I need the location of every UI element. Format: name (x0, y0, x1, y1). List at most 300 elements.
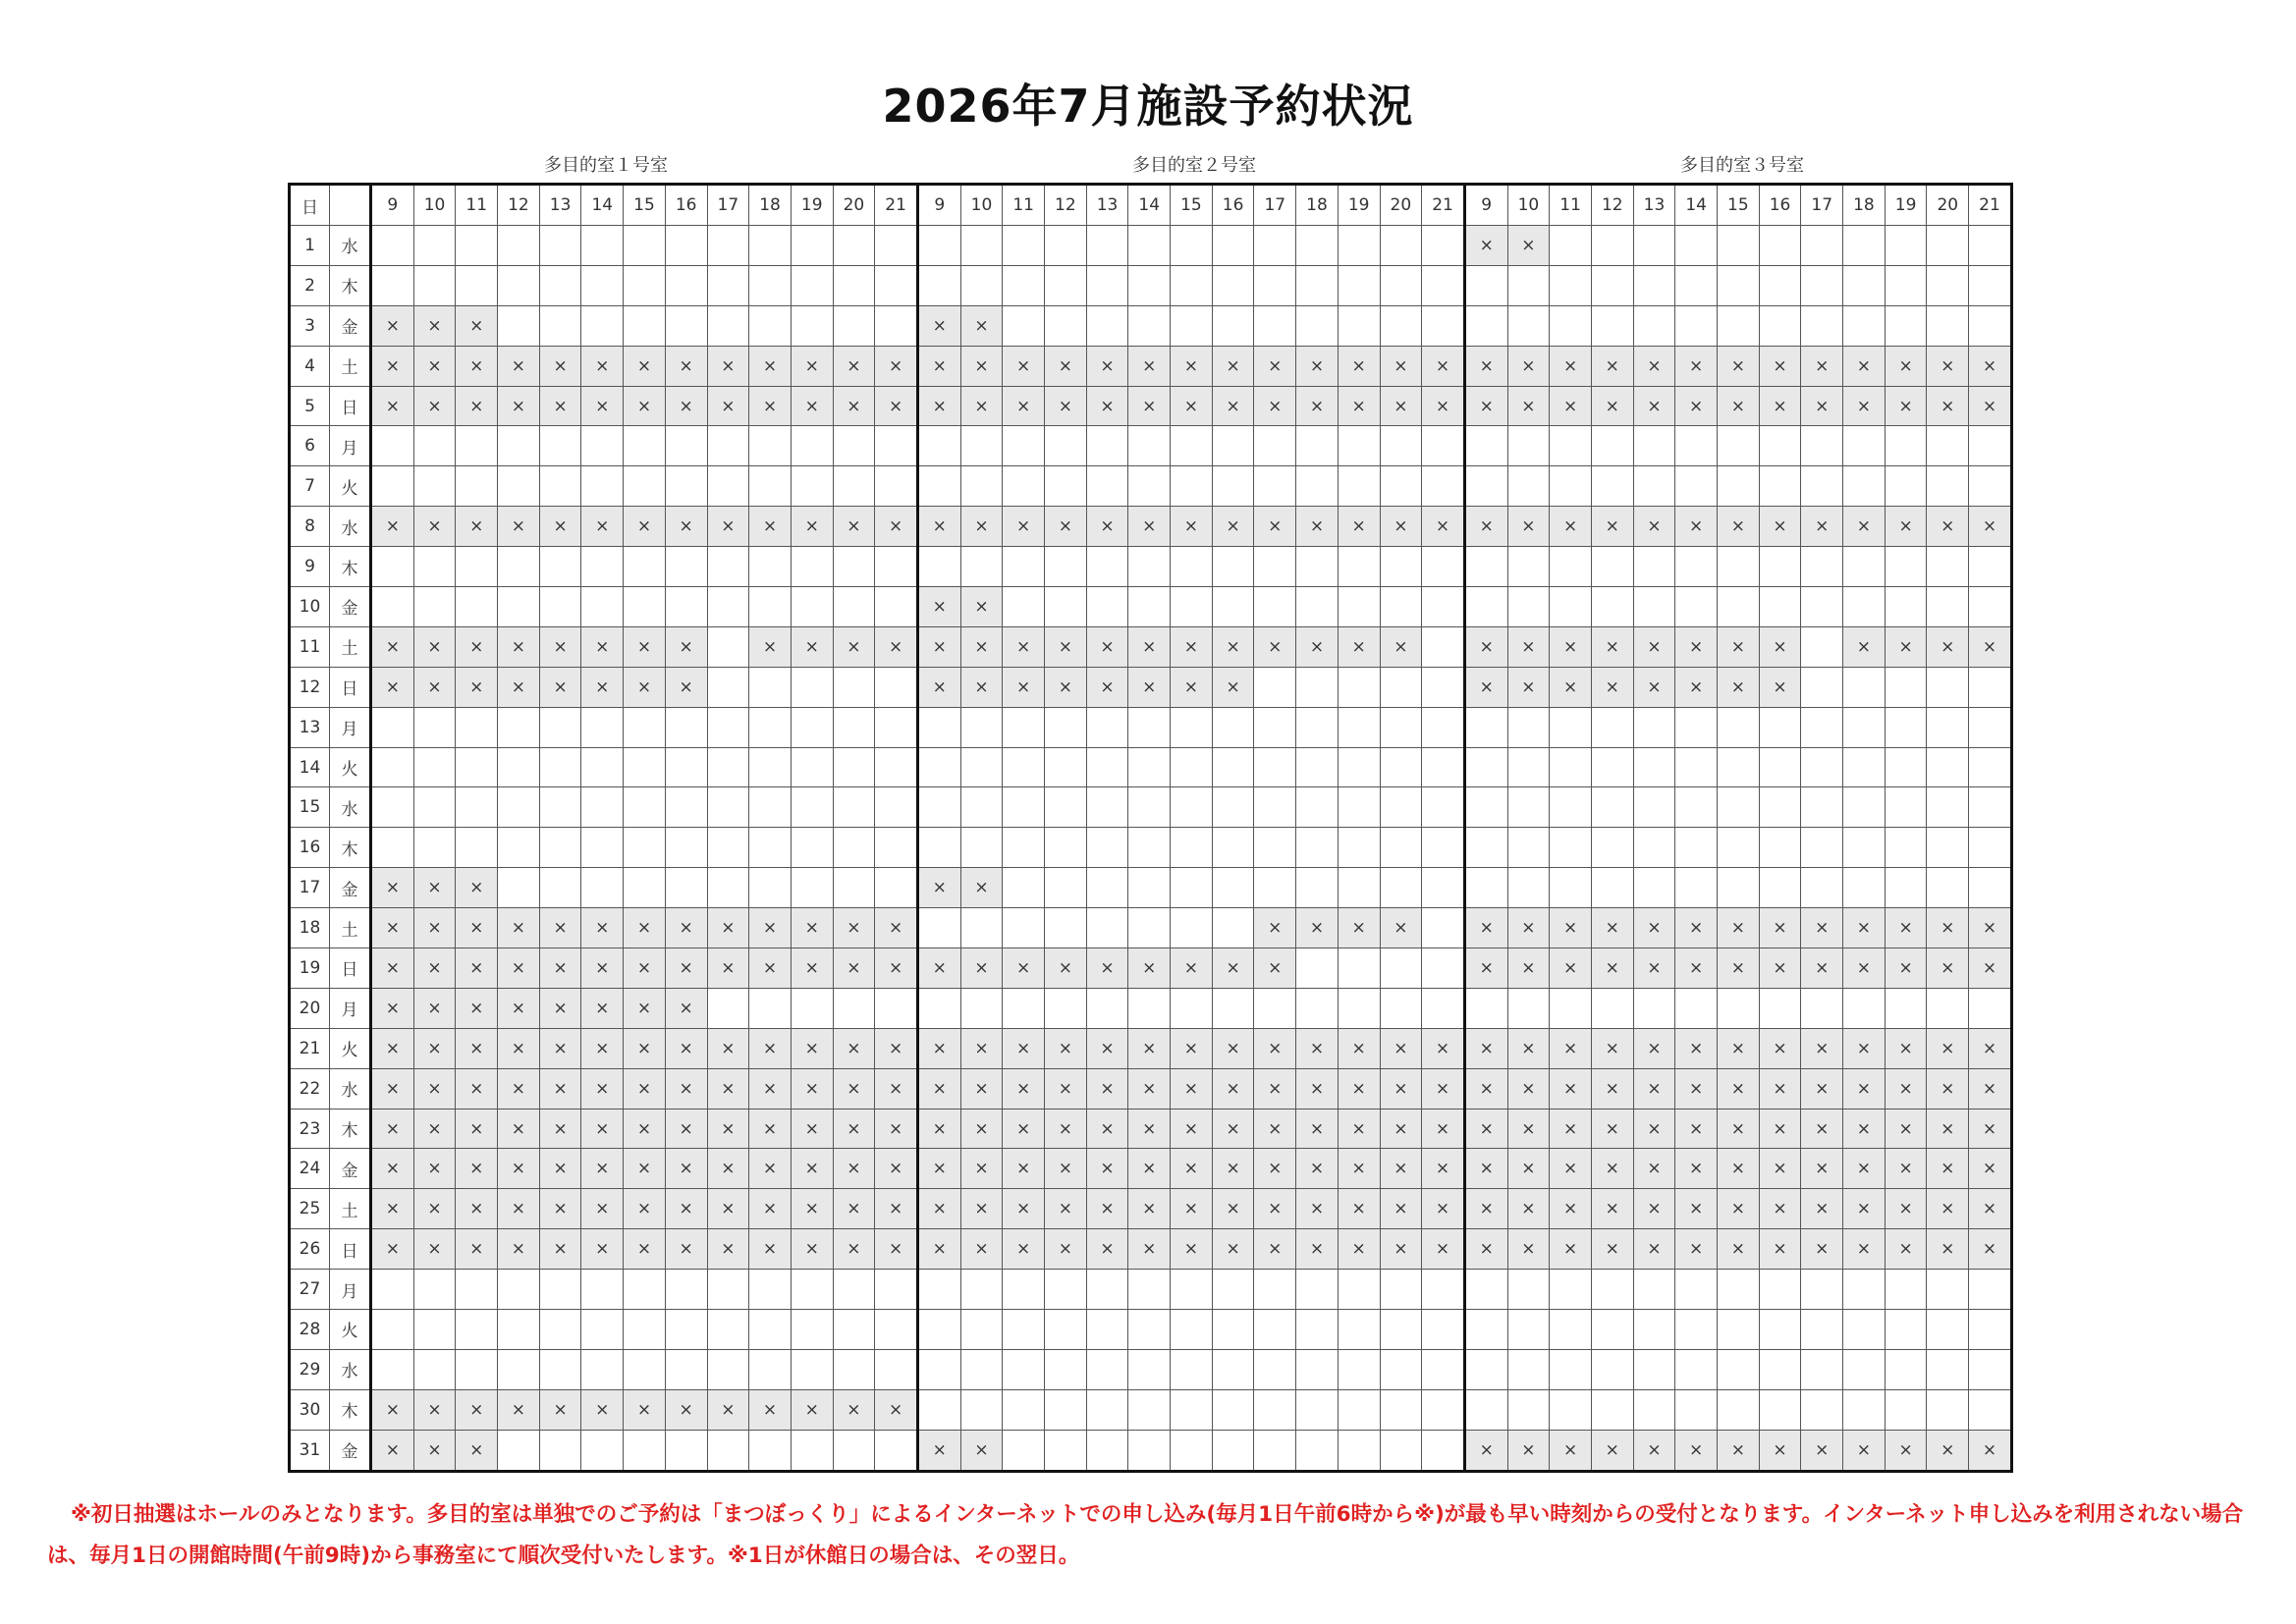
available-cell (707, 466, 749, 507)
booked-cell: × (1464, 908, 1507, 948)
available-cell (665, 547, 707, 587)
booked-cell: × (498, 507, 540, 547)
booked-cell: × (498, 948, 540, 989)
available-cell (1675, 1389, 1718, 1430)
booked-cell: × (875, 1068, 918, 1109)
booked-cell: × (665, 1229, 707, 1270)
booked-cell: × (1003, 626, 1045, 667)
table-row (290, 466, 2012, 507)
hour-header: 10 (960, 185, 1003, 226)
day-number: 25 (290, 1189, 330, 1229)
booked-cell: × (1254, 1189, 1296, 1229)
available-cell (624, 1310, 666, 1350)
booked-cell: × (917, 1068, 960, 1109)
available-cell (1003, 707, 1045, 747)
available-cell (1759, 868, 1801, 908)
available-cell (1296, 1270, 1339, 1310)
day-number: 8 (290, 507, 330, 547)
booked-cell: × (707, 1109, 749, 1149)
available-cell (498, 305, 540, 346)
booked-cell: × (1550, 908, 1592, 948)
booked-cell: × (1718, 507, 1760, 547)
weekday-label: 木 (330, 1389, 371, 1430)
available-cell (1927, 226, 1969, 266)
booked-cell: × (960, 587, 1003, 627)
booked-cell: × (1380, 908, 1422, 948)
available-cell (1380, 988, 1422, 1028)
available-cell (498, 828, 540, 868)
available-cell (1296, 1310, 1339, 1350)
available-cell (1254, 988, 1296, 1028)
booked-cell: × (1801, 908, 1843, 948)
available-cell (749, 1349, 792, 1389)
available-cell (665, 787, 707, 828)
booked-cell: × (833, 386, 875, 426)
available-cell (1718, 587, 1760, 627)
available-cell (960, 426, 1003, 466)
available-cell (1885, 868, 1927, 908)
table-row (290, 787, 2012, 828)
available-cell (1591, 868, 1633, 908)
booked-cell: × (917, 667, 960, 707)
available-cell (791, 466, 833, 507)
available-cell (1171, 305, 1213, 346)
booked-cell: × (960, 1149, 1003, 1189)
hour-header: 18 (749, 185, 792, 226)
available-cell (539, 547, 581, 587)
booked-cell: × (1212, 1068, 1254, 1109)
available-cell (1675, 587, 1718, 627)
available-cell (498, 747, 540, 787)
available-cell (624, 1430, 666, 1471)
booked-cell: × (1045, 948, 1087, 989)
available-cell (1464, 868, 1507, 908)
hour-header: 12 (1591, 185, 1633, 226)
weekday-label: 火 (330, 466, 371, 507)
available-cell (1675, 868, 1718, 908)
available-cell (960, 226, 1003, 266)
booked-cell: × (539, 1109, 581, 1149)
available-cell (581, 426, 624, 466)
available-cell (1338, 1430, 1380, 1471)
available-cell (1550, 547, 1592, 587)
available-cell (1212, 707, 1254, 747)
booked-cell: × (1296, 507, 1339, 547)
booked-cell: × (1550, 1189, 1592, 1229)
booked-cell: × (413, 1229, 456, 1270)
available-cell (1507, 988, 1550, 1028)
available-cell (875, 747, 918, 787)
day-number: 10 (290, 587, 330, 627)
available-cell (791, 226, 833, 266)
booked-cell: × (665, 1389, 707, 1430)
available-cell (581, 587, 624, 627)
available-cell (498, 707, 540, 747)
available-cell (1675, 1349, 1718, 1389)
available-cell (498, 226, 540, 266)
booked-cell: × (624, 386, 666, 426)
available-cell (1212, 226, 1254, 266)
available-cell (1045, 1430, 1087, 1471)
booked-cell: × (1969, 1430, 2012, 1471)
available-cell (1338, 1349, 1380, 1389)
booked-cell: × (581, 1068, 624, 1109)
available-cell (1128, 828, 1171, 868)
booked-cell: × (498, 346, 540, 386)
available-cell (1171, 1430, 1213, 1471)
booked-cell: × (1885, 1430, 1927, 1471)
available-cell (749, 787, 792, 828)
available-cell (1254, 667, 1296, 707)
booked-cell: × (1380, 1068, 1422, 1109)
available-cell (1171, 908, 1213, 948)
available-cell (1759, 828, 1801, 868)
available-cell (1338, 1270, 1380, 1310)
available-cell (1338, 707, 1380, 747)
booked-cell: × (707, 386, 749, 426)
available-cell (1338, 667, 1380, 707)
booked-cell: × (1718, 346, 1760, 386)
available-cell (1003, 1349, 1045, 1389)
hour-header: 17 (707, 185, 749, 226)
booked-cell: × (371, 988, 414, 1028)
available-cell (413, 466, 456, 507)
available-cell (1464, 305, 1507, 346)
available-cell (1801, 747, 1843, 787)
booked-cell: × (1591, 1229, 1633, 1270)
available-cell (498, 547, 540, 587)
booked-cell: × (1338, 507, 1380, 547)
booked-cell: × (1759, 1109, 1801, 1149)
available-cell (833, 466, 875, 507)
booked-cell: × (1675, 1189, 1718, 1229)
available-cell (456, 1270, 498, 1310)
booked-cell: × (539, 1189, 581, 1229)
day-number: 28 (290, 1310, 330, 1350)
booked-cell: × (1212, 667, 1254, 707)
available-cell (371, 547, 414, 587)
booked-cell: × (456, 988, 498, 1028)
booked-cell: × (875, 1229, 918, 1270)
available-cell (1422, 707, 1465, 747)
available-cell (1128, 305, 1171, 346)
available-cell (371, 707, 414, 747)
available-cell (960, 547, 1003, 587)
table-row (290, 948, 2012, 989)
available-cell (624, 828, 666, 868)
available-cell (1380, 868, 1422, 908)
available-cell (791, 988, 833, 1028)
booked-cell: × (371, 1389, 414, 1430)
available-cell (413, 1270, 456, 1310)
available-cell (1212, 547, 1254, 587)
available-cell (1801, 305, 1843, 346)
booked-cell: × (707, 1028, 749, 1068)
booked-cell: × (539, 908, 581, 948)
booked-cell: × (1550, 1149, 1592, 1189)
booked-cell: × (1633, 1028, 1675, 1068)
weekday-label: 日 (330, 667, 371, 707)
booked-cell: × (665, 1109, 707, 1149)
booked-cell: × (413, 1028, 456, 1068)
available-cell (1718, 1349, 1760, 1389)
weekday-label: 水 (330, 226, 371, 266)
booked-cell: × (1969, 948, 2012, 989)
booked-cell: × (1885, 1229, 1927, 1270)
available-cell (665, 587, 707, 627)
available-cell (1254, 1270, 1296, 1310)
booked-cell: × (371, 1109, 414, 1149)
available-cell (1422, 1430, 1465, 1471)
weekday-label: 月 (330, 707, 371, 747)
available-cell (749, 828, 792, 868)
available-cell (1464, 466, 1507, 507)
booked-cell: × (833, 346, 875, 386)
available-cell (1550, 1349, 1592, 1389)
booked-cell: × (707, 1068, 749, 1109)
available-cell (707, 828, 749, 868)
available-cell (1591, 587, 1633, 627)
booked-cell: × (1045, 626, 1087, 667)
booked-cell: × (371, 1189, 414, 1229)
booked-cell: × (624, 626, 666, 667)
booked-cell: × (1003, 507, 1045, 547)
hour-header: 15 (1171, 185, 1213, 226)
booked-cell: × (371, 667, 414, 707)
booked-cell: × (917, 626, 960, 667)
available-cell (1718, 828, 1760, 868)
booked-cell: × (917, 1028, 960, 1068)
booked-cell: × (707, 1389, 749, 1430)
booked-cell: × (1633, 1149, 1675, 1189)
available-cell (1171, 587, 1213, 627)
booked-cell: × (1591, 948, 1633, 989)
available-cell (1801, 787, 1843, 828)
booked-cell: × (1212, 386, 1254, 426)
booked-cell: × (1718, 1068, 1760, 1109)
available-cell (456, 707, 498, 747)
available-cell (1086, 707, 1128, 747)
booked-cell: × (539, 507, 581, 547)
available-cell (1969, 1270, 2012, 1310)
booked-cell: × (1128, 1229, 1171, 1270)
available-cell (1801, 547, 1843, 587)
available-cell (1969, 667, 2012, 707)
booked-cell: × (1128, 667, 1171, 707)
booked-cell: × (456, 1189, 498, 1229)
available-cell (1296, 988, 1339, 1028)
available-cell (707, 265, 749, 305)
hour-header: 20 (833, 185, 875, 226)
booked-cell: × (1380, 626, 1422, 667)
available-cell (1296, 868, 1339, 908)
table-row (290, 1028, 2012, 1068)
available-cell (371, 1349, 414, 1389)
booked-cell: × (1633, 507, 1675, 547)
booked-cell: × (1550, 346, 1592, 386)
available-cell (1759, 466, 1801, 507)
available-cell (1759, 1270, 1801, 1310)
day-number: 12 (290, 667, 330, 707)
available-cell (1380, 547, 1422, 587)
available-cell (749, 587, 792, 627)
booked-cell: × (1380, 346, 1422, 386)
available-cell (539, 587, 581, 627)
available-cell (1296, 1349, 1339, 1389)
booked-cell: × (413, 1109, 456, 1149)
available-cell (1801, 466, 1843, 507)
available-cell (707, 667, 749, 707)
booked-cell: × (917, 1430, 960, 1471)
available-cell (1633, 828, 1675, 868)
available-cell (413, 226, 456, 266)
available-cell (1045, 466, 1087, 507)
booked-cell: × (833, 1028, 875, 1068)
available-cell (1003, 1310, 1045, 1350)
available-cell (539, 265, 581, 305)
booked-cell: × (371, 908, 414, 948)
booked-cell: × (1759, 1068, 1801, 1109)
available-cell (1338, 988, 1380, 1028)
hour-header: 16 (1759, 185, 1801, 226)
available-cell (456, 466, 498, 507)
booked-cell: × (456, 948, 498, 989)
booked-cell: × (624, 667, 666, 707)
available-cell (456, 265, 498, 305)
booked-cell: × (1843, 1229, 1886, 1270)
booked-cell: × (875, 1189, 918, 1229)
available-cell (1212, 265, 1254, 305)
day-number: 30 (290, 1389, 330, 1430)
available-cell (1003, 828, 1045, 868)
booked-cell: × (1927, 1229, 1969, 1270)
available-cell (960, 1349, 1003, 1389)
booked-cell: × (1338, 346, 1380, 386)
booked-cell: × (1171, 1068, 1213, 1109)
booked-cell: × (539, 386, 581, 426)
booked-cell: × (1675, 386, 1718, 426)
booked-cell: × (1003, 386, 1045, 426)
hour-header: 11 (1003, 185, 1045, 226)
available-cell (1086, 787, 1128, 828)
booked-cell: × (539, 667, 581, 707)
booked-cell: × (1128, 1109, 1171, 1149)
available-cell (791, 1430, 833, 1471)
available-cell (1801, 587, 1843, 627)
available-cell (1171, 426, 1213, 466)
booked-cell: × (1254, 386, 1296, 426)
booked-cell: × (624, 1109, 666, 1149)
available-cell (917, 787, 960, 828)
available-cell (1380, 587, 1422, 627)
booked-cell: × (833, 1068, 875, 1109)
available-cell (1885, 667, 1927, 707)
available-cell (833, 667, 875, 707)
booked-cell: × (1086, 948, 1128, 989)
booked-cell: × (1338, 1229, 1380, 1270)
booked-cell: × (624, 1229, 666, 1270)
available-cell (1464, 426, 1507, 466)
available-cell (1801, 226, 1843, 266)
booked-cell: × (1464, 626, 1507, 667)
booked-cell: × (1212, 1149, 1254, 1189)
available-cell (1045, 828, 1087, 868)
booked-cell: × (917, 868, 960, 908)
available-cell (1759, 1389, 1801, 1430)
booked-cell: × (1843, 1109, 1886, 1149)
hour-header: 17 (1254, 185, 1296, 226)
available-cell (624, 226, 666, 266)
available-cell (1380, 265, 1422, 305)
available-cell (1927, 466, 1969, 507)
booked-cell: × (539, 626, 581, 667)
weekday-label: 金 (330, 1149, 371, 1189)
available-cell (1675, 226, 1718, 266)
booked-cell: × (960, 1189, 1003, 1229)
table-row (290, 346, 2012, 386)
booked-cell: × (791, 1189, 833, 1229)
available-cell (1464, 587, 1507, 627)
booked-cell: × (665, 908, 707, 948)
booked-cell: × (1801, 1430, 1843, 1471)
weekday-label: 水 (330, 507, 371, 547)
available-cell (1128, 265, 1171, 305)
booked-cell: × (791, 507, 833, 547)
available-cell (917, 988, 960, 1028)
booked-cell: × (1212, 1229, 1254, 1270)
booked-cell: × (917, 1109, 960, 1149)
booked-cell: × (581, 667, 624, 707)
available-cell (960, 1270, 1003, 1310)
booked-cell: × (1212, 507, 1254, 547)
booked-cell: × (1550, 1430, 1592, 1471)
booked-cell: × (1843, 507, 1886, 547)
booked-cell: × (875, 1389, 918, 1430)
booked-cell: × (456, 386, 498, 426)
booked-cell: × (1296, 386, 1339, 426)
available-cell (791, 828, 833, 868)
available-cell (371, 828, 414, 868)
available-cell (707, 426, 749, 466)
booked-cell: × (1550, 1068, 1592, 1109)
booked-cell: × (1885, 908, 1927, 948)
available-cell (1086, 1310, 1128, 1350)
available-cell (1422, 1349, 1465, 1389)
available-cell (413, 1310, 456, 1350)
available-cell (1254, 426, 1296, 466)
available-cell (1633, 305, 1675, 346)
booked-cell: × (413, 1068, 456, 1109)
booked-cell: × (1086, 1189, 1128, 1229)
booked-cell: × (1759, 346, 1801, 386)
available-cell (875, 1310, 918, 1350)
available-cell (960, 828, 1003, 868)
available-cell (665, 426, 707, 466)
weekday-label: 日 (330, 386, 371, 426)
available-cell (1675, 265, 1718, 305)
available-cell (1591, 226, 1633, 266)
booked-cell: × (456, 346, 498, 386)
booked-cell: × (1927, 1068, 1969, 1109)
booked-cell: × (960, 1028, 1003, 1068)
available-cell (1128, 587, 1171, 627)
booked-cell: × (1380, 1028, 1422, 1068)
available-cell (1591, 265, 1633, 305)
booked-cell: × (1338, 1068, 1380, 1109)
table-row (290, 747, 2012, 787)
booked-cell: × (1507, 346, 1550, 386)
table-row (290, 707, 2012, 747)
